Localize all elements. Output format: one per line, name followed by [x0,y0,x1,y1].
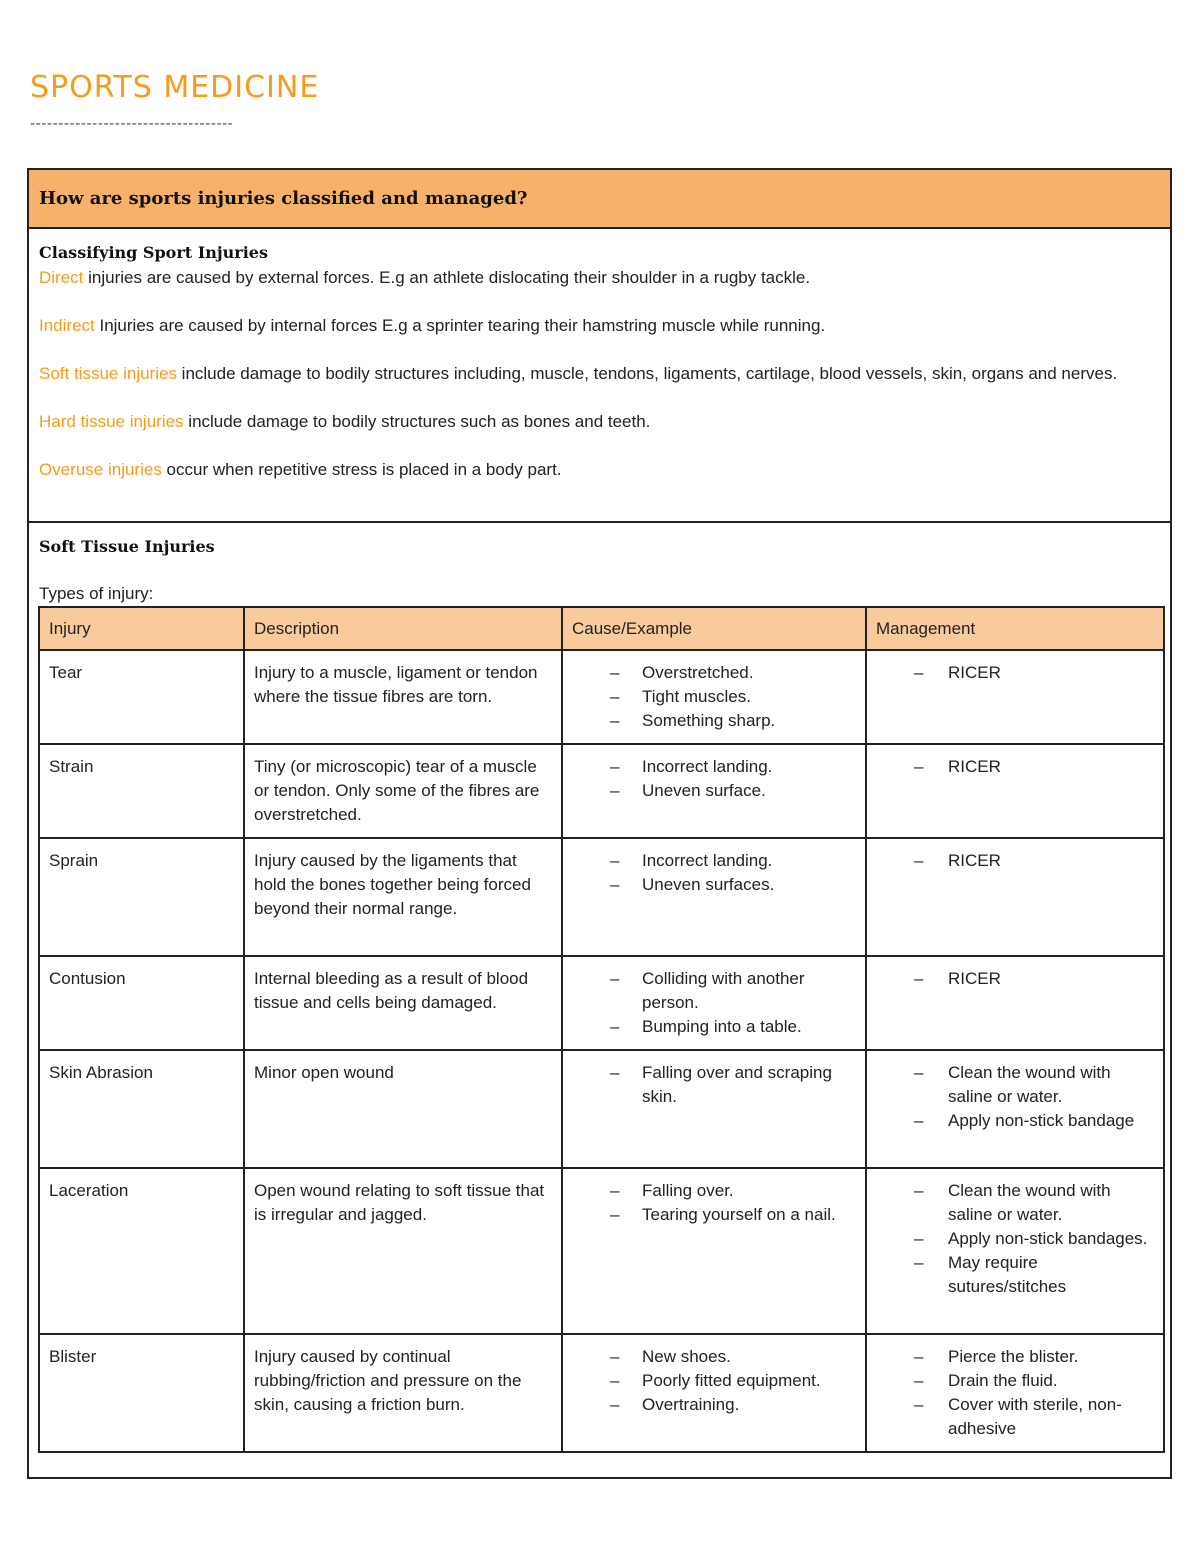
classification-term: Hard tissue injuries [39,412,184,431]
classification-text: include damage to bodily structures including, muscle, tendons, ligaments, cartilage, blood vessels, skin, organs and nerves. [176,364,1118,383]
title-underline: ------------------------------------ [30,116,234,132]
management-item [876,1369,1154,1393]
classification-text: injuries are caused by external forces. E.g an athlete dislocating their shoulder in a rugby tackle. [83,268,811,287]
dash-bullet-icon: – [610,851,620,870]
dash-bullet-icon: – [914,1253,924,1272]
cause-item [572,661,856,685]
soft-tissue-section [29,523,1170,1453]
classification-term: Overuse injuries [39,460,162,479]
cell-management [866,744,1164,838]
bullet-list [876,967,1154,991]
cause-item-text: Tearing yourself on a nail. [642,1205,836,1224]
dash-bullet-icon: – [914,663,924,682]
bullet-list [876,849,1154,873]
cause-item [572,1015,856,1039]
classification-item [39,458,1160,482]
management-item-text: RICER [948,663,1001,682]
cause-item [572,1061,856,1109]
cause-item [572,1369,856,1393]
table-row [39,956,1164,1050]
management-item [876,849,1154,873]
management-item [876,1227,1154,1251]
management-item-text: Apply non-stick bandage [948,1111,1135,1130]
management-item-text: May require sutures/stitches [948,1253,1067,1296]
management-item-text: Drain the fluid. [948,1371,1058,1390]
cell-description: Internal bleeding as a result of blood tissue and cells being damaged. [244,956,562,1050]
cause-item-text: Bumping into a table. [642,1017,802,1036]
classification-item [39,362,1160,386]
cell-management [866,650,1164,744]
bullet-list [572,661,856,733]
cell-injury: Tear [39,650,244,744]
classification-text: occur when repetitive stress is placed in a body part. [161,460,562,479]
cause-item [572,967,856,1015]
page-title: SPORTS MEDICINE [30,70,320,105]
management-item [876,661,1154,685]
management-item-text: Cover with sterile, non-adhesive [948,1395,1122,1438]
cause-item-text: Incorrect landing. [642,851,773,870]
cause-item [572,685,856,709]
classifying-section [29,229,1170,523]
dash-bullet-icon: – [610,781,620,800]
classification-text: Injuries are caused by internal forces E.g a sprinter tearing their hamstring muscle while running. [94,316,826,335]
cause-item-text: New shoes. [642,1347,731,1366]
management-item-text: RICER [948,851,1001,870]
bullet-list [876,755,1154,779]
column-header-description: Description [244,607,562,650]
dash-bullet-icon: – [914,1063,924,1082]
soft-tissue-heading: Soft Tissue Injuries [39,537,215,556]
cause-item [572,849,856,873]
dash-bullet-icon: – [610,1181,620,1200]
dash-bullet-icon: – [610,1063,620,1082]
management-item [876,1109,1154,1133]
management-item [876,1251,1154,1299]
cause-item-text: Poorly fitted equipment. [642,1371,821,1390]
dash-bullet-icon: – [610,1347,620,1366]
injury-table [38,606,1165,1453]
column-header-cause: Cause/Example [562,607,866,650]
dash-bullet-icon: – [610,1395,620,1414]
bullet-list [572,1345,856,1417]
cause-item-text: Overtraining. [642,1395,740,1414]
dash-bullet-icon: – [610,757,620,776]
classification-item [39,314,1160,338]
dash-bullet-icon: – [914,1347,924,1366]
management-item [876,967,1154,991]
cause-item [572,1203,856,1227]
table-row [39,838,1164,956]
question-heading: How are sports injuries classified and managed? [29,170,1170,229]
bullet-list [876,1345,1154,1441]
cell-injury: Contusion [39,956,244,1050]
table-row [39,650,1164,744]
cell-description: Open wound relating to soft tissue that is irregular and jagged. [244,1168,562,1334]
dash-bullet-icon: – [610,687,620,706]
management-item-text: RICER [948,757,1001,776]
dash-bullet-icon: – [610,969,620,988]
cause-item-text: Something sharp. [642,711,776,730]
cause-item-text: Falling over. [642,1181,734,1200]
bullet-list [572,1179,856,1227]
dash-bullet-icon: – [610,663,620,682]
cause-item-text: Overstretched. [642,663,754,682]
classification-term: Indirect [39,316,95,335]
question-box [27,168,1172,1479]
column-header-injury: Injury [39,607,244,650]
dash-bullet-icon: – [914,1395,924,1414]
cause-item-text: Incorrect landing. [642,757,773,776]
dash-bullet-icon: – [914,1111,924,1130]
table-row [39,744,1164,838]
table-header-row [39,607,1164,650]
bullet-list [876,1179,1154,1299]
cell-cause [562,838,866,956]
bullet-list [876,661,1154,685]
cell-injury: Skin Abrasion [39,1050,244,1168]
cause-item-text: Uneven surface. [642,781,766,800]
management-item-text: Clean the wound with saline or water. [948,1181,1111,1224]
cell-description: Injury caused by the ligaments that hold the bones together being forced beyond their normal range. [244,838,562,956]
bullet-list [572,849,856,897]
cell-injury: Sprain [39,838,244,956]
cell-injury: Strain [39,744,244,838]
cause-item [572,1179,856,1203]
cell-description: Tiny (or microscopic) tear of a muscle or tendon. Only some of the fibres are overstretched. [244,744,562,838]
cause-item-text: Falling over and scraping skin. [642,1063,832,1106]
cause-item-text: Uneven surfaces. [642,875,775,894]
dash-bullet-icon: – [914,851,924,870]
classification-item [39,266,1160,290]
dash-bullet-icon: – [914,1229,924,1248]
dash-bullet-icon: – [914,1371,924,1390]
classification-text: include damage to bodily structures such as bones and teeth. [183,412,651,431]
cell-description: Injury caused by continual rubbing/friction and pressure on the skin, causing a friction burn. [244,1334,562,1452]
management-item-text: Apply non-stick bandages. [948,1229,1148,1248]
cell-injury: Laceration [39,1168,244,1334]
cell-description: Injury to a muscle, ligament or tendon where the tissue fibres are torn. [244,650,562,744]
cell-management [866,1334,1164,1452]
bullet-list [572,967,856,1039]
dash-bullet-icon: – [610,1205,620,1224]
classification-item [39,410,1160,434]
management-item [876,1179,1154,1227]
dash-bullet-icon: – [914,757,924,776]
management-item-text: Clean the wound with saline or water. [948,1063,1111,1106]
bullet-list [572,1061,856,1109]
cause-item [572,1345,856,1369]
management-item [876,755,1154,779]
cause-item [572,779,856,803]
cell-cause [562,1168,866,1334]
dash-bullet-icon: – [610,875,620,894]
cell-cause [562,1334,866,1452]
management-item [876,1393,1154,1441]
cause-item [572,1393,856,1417]
bullet-list [876,1061,1154,1133]
cell-management [866,1168,1164,1334]
cause-item [572,709,856,733]
cause-item-text: Tight muscles. [642,687,751,706]
dash-bullet-icon: – [914,969,924,988]
cell-management [866,956,1164,1050]
cell-description: Minor open wound [244,1050,562,1168]
table-row [39,1168,1164,1334]
column-header-management: Management [866,607,1164,650]
cell-injury: Blister [39,1334,244,1452]
cell-cause [562,1050,866,1168]
cause-item-text: Colliding with another person. [642,969,805,1012]
cause-item [572,755,856,779]
cell-cause [562,650,866,744]
management-item-text: Pierce the blister. [948,1347,1079,1366]
management-item [876,1061,1154,1109]
cell-cause [562,744,866,838]
classification-term: Direct [39,268,84,287]
cell-cause [562,956,866,1050]
dash-bullet-icon: – [610,711,620,730]
management-item [876,1345,1154,1369]
table-row [39,1334,1164,1452]
classifying-heading: Classifying Sport Injuries [39,243,268,262]
table-row [39,1050,1164,1168]
cell-management [866,838,1164,956]
dash-bullet-icon: – [914,1181,924,1200]
management-item-text: RICER [948,969,1001,988]
types-label: Types of injury: [39,584,154,603]
cell-management [866,1050,1164,1168]
dash-bullet-icon: – [610,1017,620,1036]
classification-term: Soft tissue injuries [39,364,177,383]
bullet-list [572,755,856,803]
dash-bullet-icon: – [610,1371,620,1390]
cause-item [572,873,856,897]
